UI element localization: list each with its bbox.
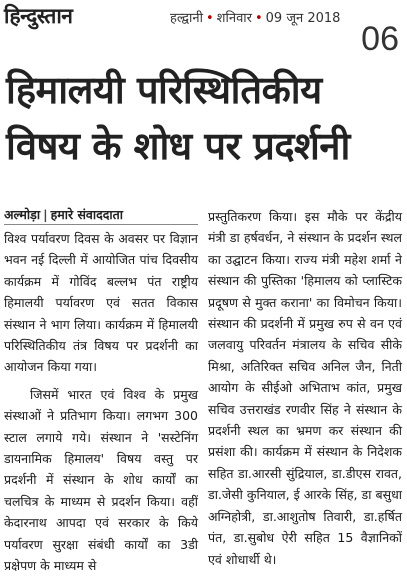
paragraph: विश्व पर्यावरण दिवस के अवसर पर विज्ञान भवन नई दिल्ली में आयोजित पांच दिवसीय कार्यक्रम में गोविंद बल्लभ पंत राष्ट्रीय हिमालयी पर्यावरण एवं सतत विकास संस्थान ने भाग लिया। कार्यक्रम में हिमालयी परिस्थितिकीय तंत्र विषय पर प्रदर्शनी का आयोजन किया गया। [4, 231, 198, 375]
bullet-icon: • [205, 11, 214, 26]
headline-line-1: हिमालयी परिस्थितिकीय [6, 68, 322, 112]
headline-line-2: विषय के शोध पर प्रदर्शनी [6, 124, 350, 168]
divider [4, 224, 198, 225]
article-headline [6, 62, 402, 174]
dateline-city: हल्द्वानी [170, 11, 203, 26]
dateline [170, 8, 340, 26]
article-column-right [208, 206, 402, 570]
page-number: 06 [361, 20, 399, 58]
dateline-date: 09 जून 2018 [265, 11, 341, 26]
byline-place: अल्मोड़ा [4, 207, 41, 222]
masthead [0, 0, 407, 58]
dateline-day: शनिवार [216, 11, 252, 26]
paragraph: जिसमें भारत एवं विश्व के प्रमुख संस्थाओं ने प्रतिभाग किया। लगभग 300 स्टाल लगाये गये। संस्थान ने 'सस्टेनिंग डायनामिक हिमालय' विषय वस्तु पर प्रदर्शनी में संस्थान के शोध कार्यों का चलचित्र के माध्यम से प्रदर्शन किया। वहीं केदारनाथ आपदा एवं सरकार के किये पर्यावरण सुरक्षा संबंधी कार्यों का 3डी प्रक्षेपण के माध्यम से [4, 386, 198, 574]
divider: | [43, 207, 48, 222]
article-column-left [4, 228, 198, 577]
newspaper-logo: हिन्दुस्तान [4, 4, 73, 28]
paragraph: प्रस्तुतिकरण किया। इस मौके पर केंद्रीय मंत्री डा हर्षवर्धन, ने संस्थान के प्रदर्शन स्थल का उद्घाटन किया। राज्य मंत्री महेश शर्मा ने संस्थान की पुस्तिका 'हिमालय को प्लास्टिक प्रदूषण से मुक्त कराना' का विमोचन किया। संस्थान की प्रदर्शनी में प्रमुख रुप से वन एवं जलवायु परिवर्तन मंत्रालय के सचिव सीके मिश्रा, अतिरिक्त सचिव अनिल जैन, निती आयोग के सीईओ अभिताभ कांत, प्रमुख सचिव उत्तराखंड रणवीर सिंह ने संस्थान के प्रदर्शनी स्थल का भ्रमण कर संस्थान की प्रसंशा की। कार्यक्रम में संस्थान के निदेशक सहित डा.आरसी सुंद्रियाल, डा.डीएस रावत, डा.जेसी कुनियाल, ई आरके सिंह, डा बसुधा अग्निहोत्री, डा.आशुतोष तिवारी, डा.हर्षित पंत, डा.सुबोध ऐरी सहित 15 वैज्ञानिकों एवं शोधार्थी थे। [208, 209, 402, 567]
byline [4, 206, 123, 223]
byline-source: हमारे संवाददाता [50, 207, 123, 222]
bullet-icon: • [254, 11, 263, 26]
